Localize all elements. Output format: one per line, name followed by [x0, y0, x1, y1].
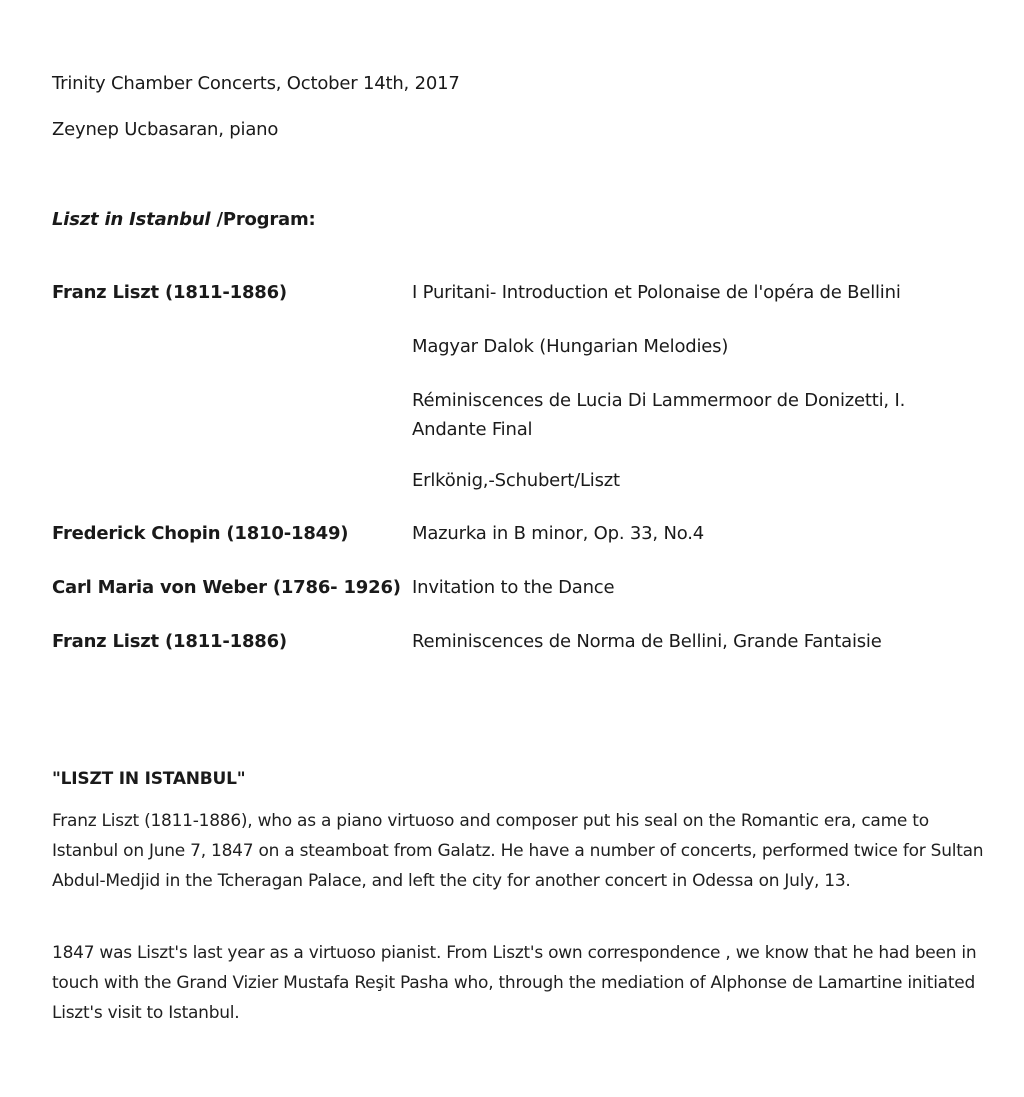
program-row: [52, 523, 992, 547]
program-row: [52, 631, 992, 655]
composer-name: Carl Maria von Weber (1786- 1926): [52, 577, 401, 598]
composer-name: Franz Liszt (1811-1886): [52, 282, 287, 303]
work-title: Magyar Dalok (Hungarian Melodies): [412, 336, 729, 357]
program-row: [52, 386, 992, 440]
composer-name: Frederick Chopin (1810-1849): [52, 523, 349, 544]
program-row: [52, 282, 992, 306]
work-title: Réminiscences de Lucia Di Lammermoor de Donizetti, I. Andante Final: [412, 390, 906, 440]
program-row: [52, 336, 992, 360]
program-row: [52, 470, 992, 494]
program-heading: [52, 209, 316, 231]
article-title: "LISZT IN ISTANBUL": [52, 769, 246, 789]
article-paragraph: Franz Liszt (1811-1886), who as a piano virtuoso and composer put his seal on the Romantic era, came to Istanbul on June 7, 1847 on a steamboat from Galatz. He have a number of concerts, performed twice for Sultan Abdul-Medjid in the Tcheragan Palace, and left the city for another concert in Odessa on July, 13.: [52, 811, 984, 891]
article-paragraph: 1847 was Liszt's last year as a virtuoso pianist. From Liszt's own correspondence , we know that he had been in touch with the Grand Vizier Mustafa Reşit Pasha who, through the mediation of Alphonse de Lamartine initiated Liszt's visit to Istanbul.: [52, 943, 977, 1023]
concert-series-date: Trinity Chamber Concerts, October 14th, 2017: [52, 73, 460, 94]
performer: Zeynep Ucbasaran, piano: [52, 119, 279, 140]
work-title: Erlkönig,-Schubert/Liszt: [412, 470, 620, 491]
program-heading-title: Liszt in Istanbul: [52, 209, 211, 230]
work-title: Reminiscences de Norma de Bellini, Grande Fantaisie: [412, 631, 882, 652]
program-heading-label: /Program:: [210, 209, 316, 230]
composer-name: Franz Liszt (1811-1886): [52, 631, 287, 652]
work-title: Mazurka in B minor, Op. 33, No.4: [412, 523, 704, 544]
program-row: [52, 577, 992, 601]
work-title: Invitation to the Dance: [412, 577, 615, 598]
work-title: I Puritani- Introduction et Polonaise de l'opéra de Bellini: [412, 282, 901, 303]
